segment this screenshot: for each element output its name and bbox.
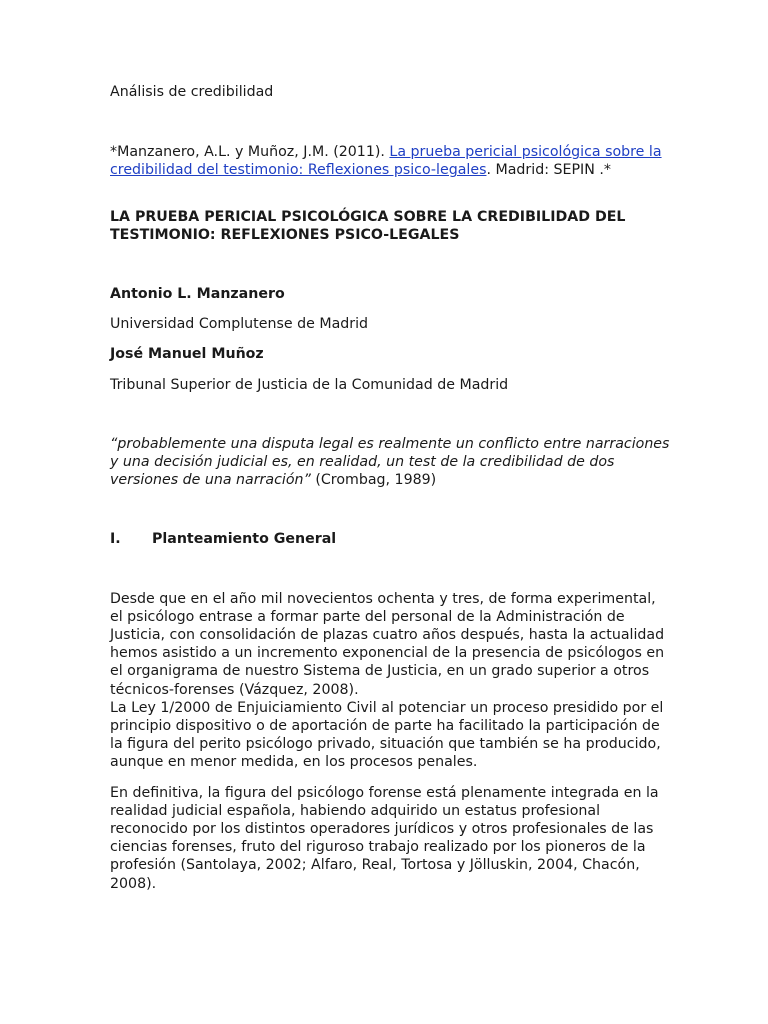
author-name-1: Antonio L. Manzanero: [110, 286, 285, 303]
author-affiliation-1: Universidad Complutense de Madrid: [110, 316, 369, 333]
citation: [110, 143, 670, 179]
author-name-2: José Manuel Muñoz: [110, 346, 264, 363]
paragraph-1: Desde que en el año mil novecientos ochenta y tres, de forma experimental, el psicólogo entrase a formar parte del personal de la Administración de Justicia, con consolidación de plazas cuatro años después, hasta la actualidad hemos asistido a un incremento exponencial de la presencia de psicólogos en el organigrama de nuestro Sistema de Justicia, en un grado superior a otros técnicos-forenses (Vázquez, 2008).: [110, 590, 665, 698]
epigraph-quote: “probablemente una disputa legal es realmente un conflicto entre narraciones y una decisión judicial es, en realidad, un test de la credibilidad de dos versiones de una narración”: [110, 435, 670, 489]
author-affiliation-2: Tribunal Superior de Justicia de la Comunidad de Madrid: [110, 376, 509, 393]
epigraph: [110, 435, 670, 490]
citation-prefix: *Manzanero, A.L. y Muñoz, J.M. (2011).: [110, 144, 390, 161]
citation-link[interactable]: La prueba pericial psicológica sobre la credibilidad del testimonio: Reflexiones psico-legales: [110, 144, 662, 179]
citation-suffix: . Madrid: SEPIN .*: [486, 162, 611, 179]
paragraph-3: En definitiva, la figura del psicólogo forense está plenamente integrada en la realidad judicial española, habiendo adquirido un estatus profesional reconocido por los distintos operadores jurídicos y otros profesionales de las ciencias forenses, fruto del riguroso trabajo realizado por los pioneros de la profesión (Santolaya, 2002; Alfaro, Real, Tortosa y Jölluskin, 2004, Chacón, 2008).: [110, 784, 659, 892]
epigraph-source: (Crombag, 1989): [310, 472, 437, 489]
section-number: I.: [110, 531, 121, 548]
paragraph-2: La Ley 1/2000 de Enjuiciamiento Civil al potenciar un proceso presidido por el principio dispositivo o de aportación de parte ha facilitado la participación de la figura del perito psicólogo privado, situación que también se ha producido, aunque en menor medida, en los procesos penales.: [110, 699, 664, 771]
section-heading: [110, 530, 670, 548]
document-label: Análisis de credibilidad: [110, 84, 274, 100]
document-page: [110, 83, 670, 893]
section-title: Planteamiento General: [152, 531, 337, 548]
article-title: LA PRUEBA PERICIAL PSICOLÓGICA SOBRE LA CREDIBILIDAD DEL TESTIMONIO: REFLEXIONES PSICO-LEGALES: [110, 208, 626, 243]
